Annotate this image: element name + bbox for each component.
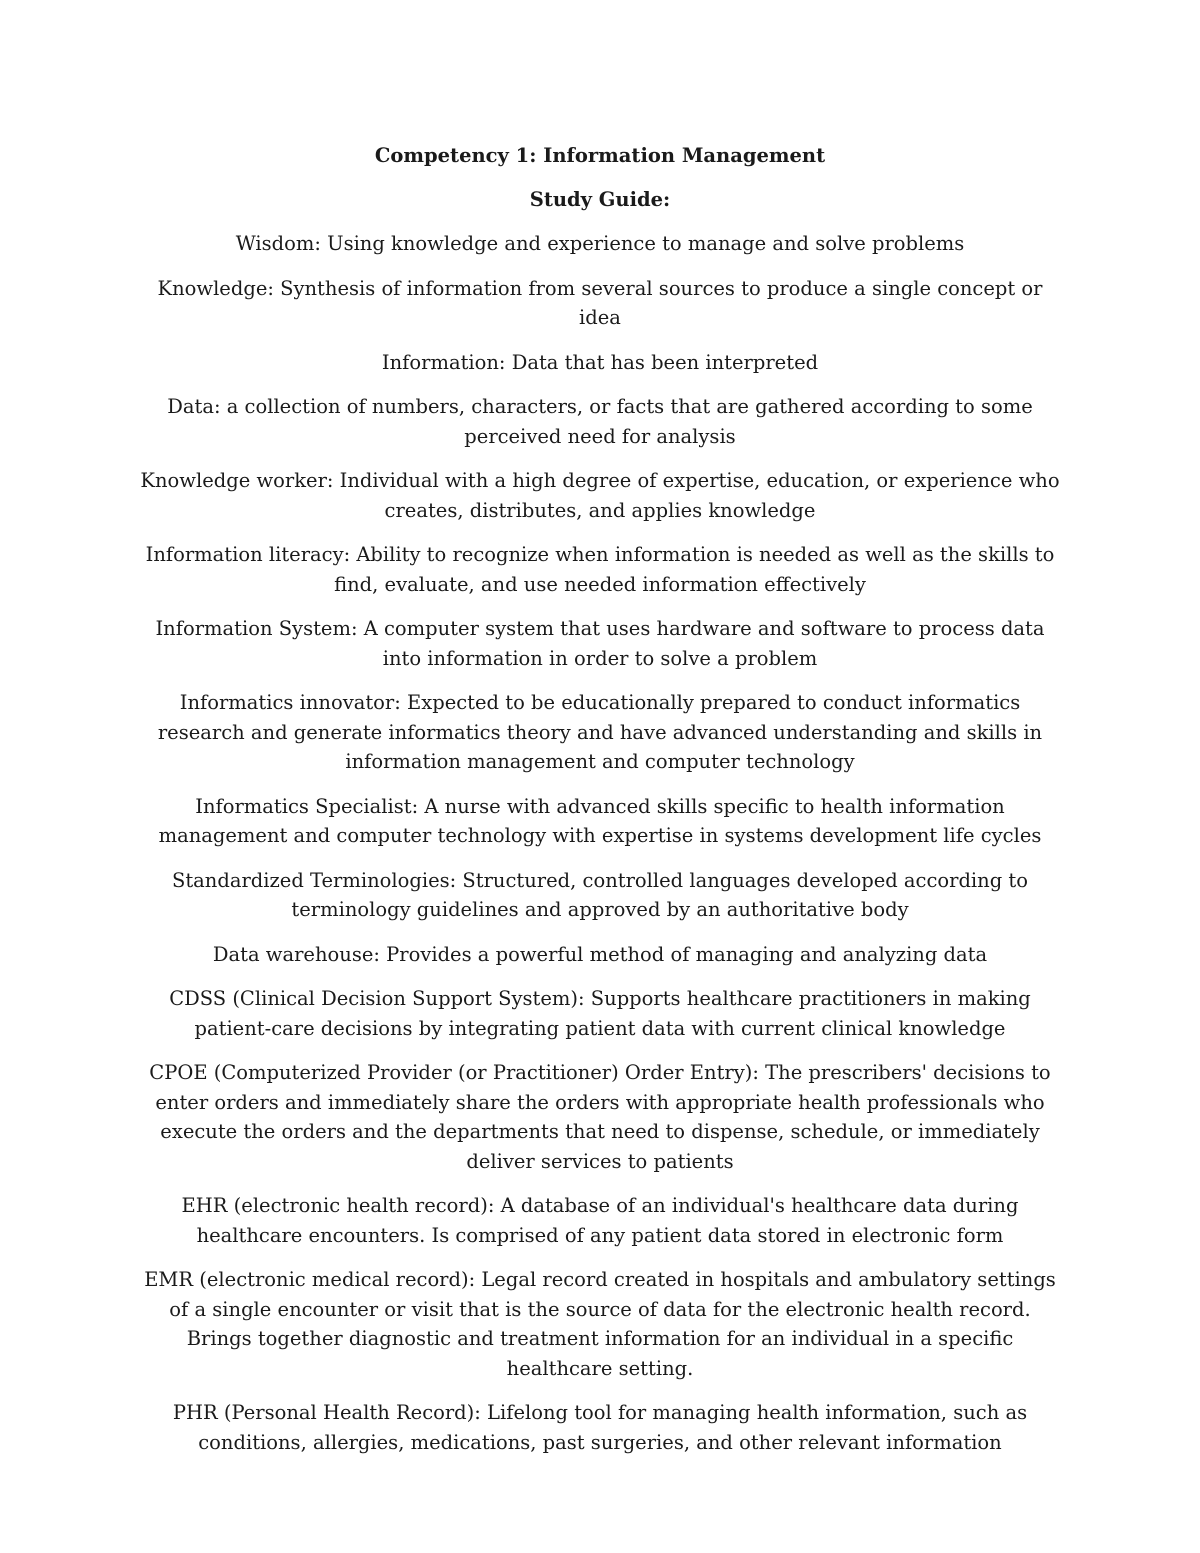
glossary-entry-emr: EMR (electronic medical record): Legal record created in hospitals and ambulatory settings of a single encounter or visit that is the source of data for the electronic health record. Brings together diagnostic and treatment information for an individual in a specific healthcare setting.: [144, 1268, 1056, 1380]
glossary-entry-standardized-terminologies: Standardized Terminologies: Structured, controlled languages developed according to terminology guidelines and approved by an authoritative body: [171, 868, 1028, 921]
glossary-list: [140, 229, 1060, 1457]
document-body: [140, 141, 1060, 1472]
glossary-entry-cdss: CDSS (Clinical Decision Support System): Supports healthcare practitioners in making patient-care decisions by integrating patient data with current clinical knowledge: [169, 987, 1031, 1040]
glossary-entry-data-warehouse: Data warehouse: Provides a powerful method of managing and analyzing data: [212, 942, 988, 966]
glossary-entry-cpoe: CPOE (Computerized Provider (or Practitioner) Order Entry): The prescribers' decisions to enter orders and immediately share the orders with appropriate health professionals who execute the orders and the departments that need to dispense, schedule, or immediately deliver services to patients: [149, 1061, 1051, 1173]
glossary-entry-knowledge-worker: Knowledge worker: Individual with a high degree of expertise, education, or experience who creates, distributes, and applies knowledge: [140, 469, 1060, 522]
glossary-entry-information-system: Information System: A computer system that uses hardware and software to process data into information in order to solve a problem: [155, 617, 1045, 670]
glossary-entry-informatics-innovator: Informatics innovator: Expected to be educationally prepared to conduct informatics research and generate informatics theory and have advanced understanding and skills in information management and computer technology: [157, 691, 1043, 773]
glossary-entry-ehr: EHR (electronic health record): A database of an individual's healthcare data during healthcare encounters. Is comprised of any patient data stored in electronic form: [181, 1194, 1019, 1247]
glossary-entry-wisdom: Wisdom: Using knowledge and experience to manage and solve problems: [235, 232, 965, 255]
glossary-entry-knowledge: Knowledge: Synthesis of information from several sources to produce a single concept or idea: [157, 276, 1043, 329]
glossary-entry-informatics-specialist: Informatics Specialist: A nurse with advanced skills specific to health information management and computer technology with expertise in systems development life cycles: [158, 794, 1042, 847]
glossary-entry-data: Data: a collection of numbers, characters, or facts that are gathered according to some perceived need for analysis: [167, 395, 1033, 448]
glossary-entry-information-literacy: Information literacy: Ability to recognize when information is needed as well as the skills to find, evaluate, and use needed information effectively: [145, 543, 1055, 596]
glossary-entry-phr: PHR (Personal Health Record): Lifelong tool for managing health information, such as conditions, allergies, medications, past surgeries, and other relevant information: [172, 1401, 1028, 1454]
glossary-entry-information: Information: Data that has been interpreted: [381, 350, 819, 374]
document-subtitle: Study Guide:: [529, 188, 671, 211]
document-title: Competency 1: Information Management: [374, 144, 826, 167]
